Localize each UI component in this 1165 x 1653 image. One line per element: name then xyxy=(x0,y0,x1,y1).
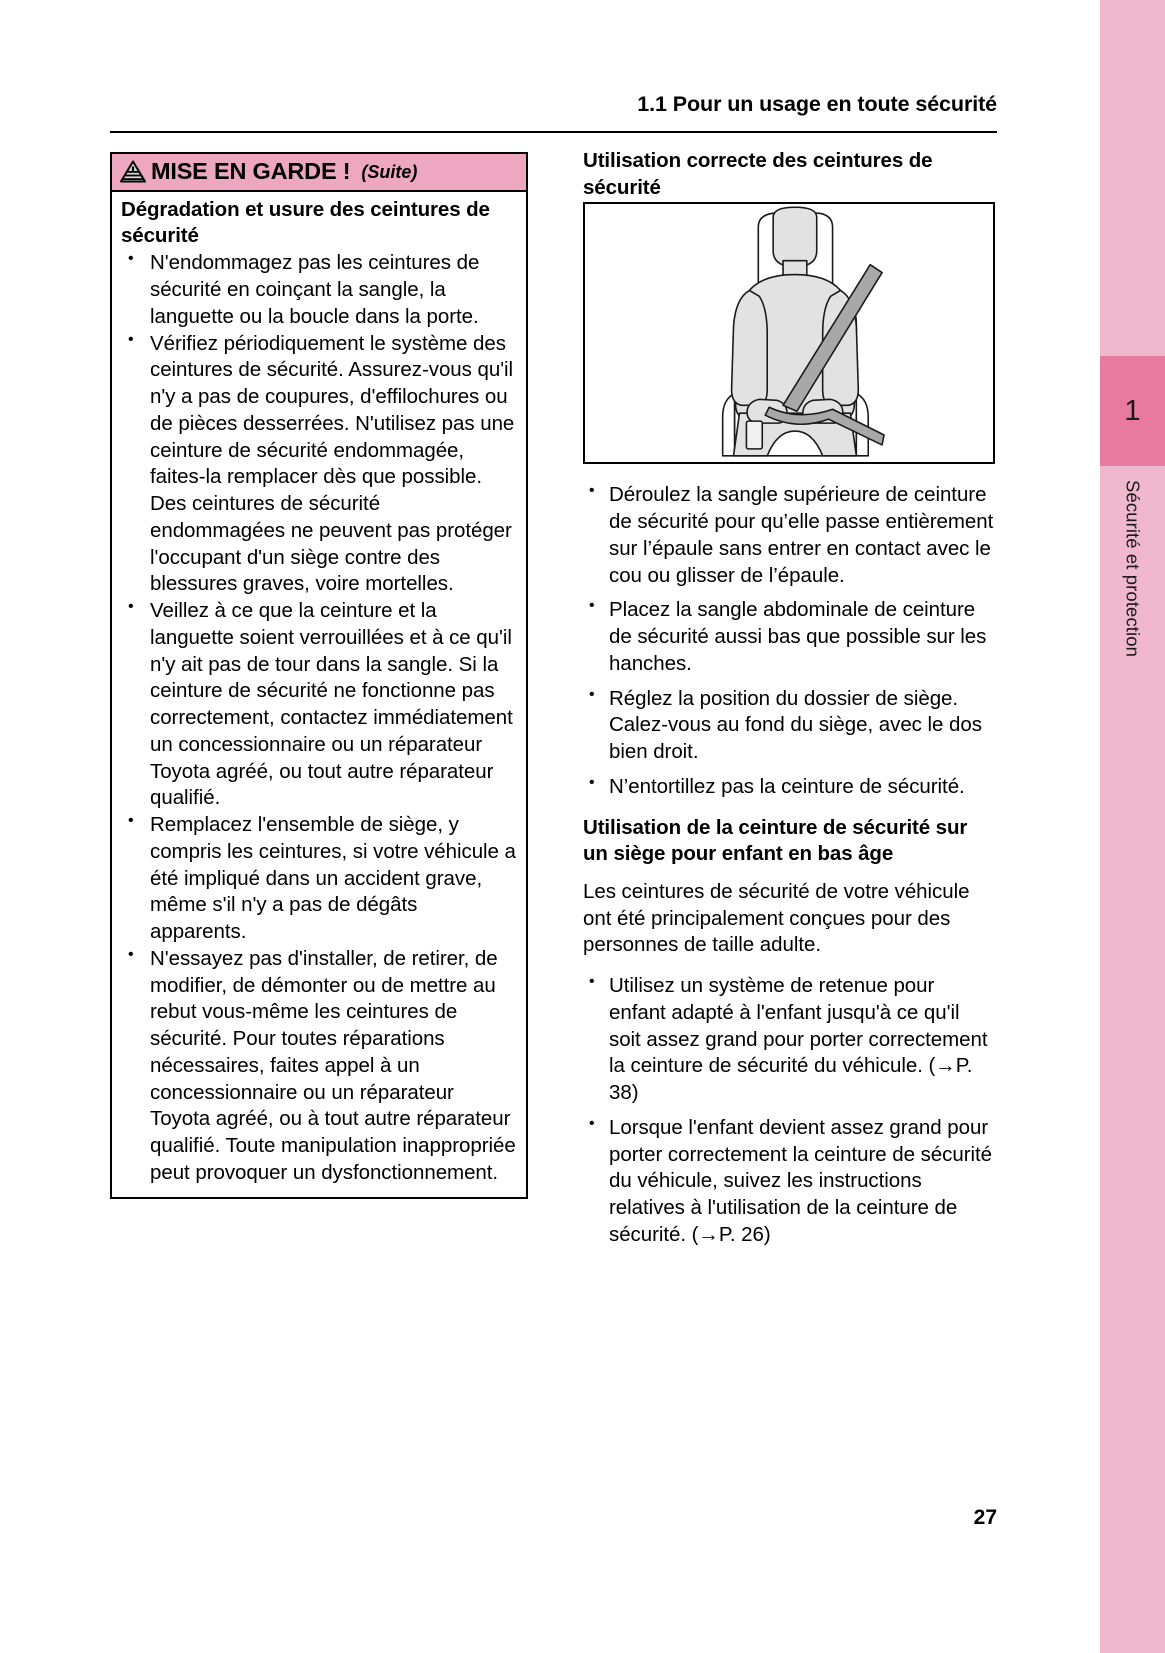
list-item: • Utilisez un système de retenue pour enfant adapté à l'enfant jusqu'à ce qu'il soit assez grand pour porter correctement la ceinture de sécurité du véhicule. (→P. 38) xyxy=(583,973,995,1107)
list-item: • Réglez la position du dossier de siège. Calez-vous au fond du siège, avec le dos bien droit. xyxy=(583,686,995,766)
warning-box xyxy=(110,152,528,1199)
warning-continued-label: (Suite) xyxy=(361,161,418,182)
list-item: • Remplacez l'ensemble de siège, y compris les ceintures, si votre véhicule a été impliqué dans un accident grave, même s'il n'y a pas de dégâts apparents. xyxy=(121,812,516,946)
chapter-label xyxy=(1100,480,1165,900)
list-item: • Veillez à ce que la ceinture et la languette soient verrouillées et à ce qu'il n'y ait pas de tour dans la sangle. Si la ceinture de sécurité ne fonctionne pas correctement, contactez immédiatement un concessionnaire ou un réparateur Toyota agréé, ou tout autre réparateur qualifié. xyxy=(121,598,516,812)
seatbelt-figure-drawing xyxy=(585,204,993,462)
list-item: • N'endommagez pas les ceintures de sécurité en coinçant la sangle, la languette ou la boucle dans la porte. xyxy=(121,250,516,330)
chapter-number-badge xyxy=(1100,356,1165,466)
child-seat-paragraph: Les ceintures de sécurité de votre véhicule ont été principalement conçues pour des personnes de taille adulte. xyxy=(583,879,970,957)
warning-triangle-icon xyxy=(120,160,146,183)
list-item: • Vérifiez périodiquement le système des ceintures de sécurité. Assurez-vous qu'il n'y a pas de coupures, d'effilochures ou de pièces desserrées. N'utilisez pas une ceinture de sécurité endommagée, faites-la remplacer dès que possible. Des ceintures de sécurité endommagées ne peuvent pas protéger l'occupant d'un siège contre des blessures graves, voire mortelles. xyxy=(121,331,516,599)
warning-subheading: Dégradation et usure des ceintures de sécurité xyxy=(121,198,490,248)
section-heading-child-seat: Utilisation de la ceinture de sécurité sur un siège pour enfant en bas âge xyxy=(583,815,968,866)
correct-use-bullet-list xyxy=(583,482,995,800)
page-number: 27 xyxy=(973,1506,997,1529)
list-item: • Lorsque l'enfant devient assez grand pour porter correctement la ceinture de sécurité du véhicule, suivez les instructions relatives à l'utilisation de la ceinture de sécurité. (→P. 26) xyxy=(583,1115,995,1249)
left-column xyxy=(110,152,528,1199)
right-column xyxy=(583,148,995,1249)
chapter-edge-tab xyxy=(1100,0,1165,1653)
warning-box-header xyxy=(112,154,526,192)
warning-title: MISE EN GARDE ! xyxy=(151,157,351,184)
child-seat-bullet-list xyxy=(583,973,995,1249)
section-heading-correct-use: Utilisation correcte des ceintures de sécurité xyxy=(583,149,933,199)
chapter-number-text: 1 xyxy=(1124,394,1141,427)
list-item: • Placez la sangle abdominale de ceinture de sécurité aussi bas que possible sur les hanches. xyxy=(583,597,995,677)
warning-bullet-list xyxy=(121,250,516,1186)
header-divider xyxy=(110,131,997,133)
list-item: • N’entortillez pas la ceinture de sécurité. xyxy=(583,774,995,801)
page-running-header: 1.1 Pour un usage en toute sécurité xyxy=(637,92,997,116)
warning-box-body xyxy=(112,192,526,1197)
seatbelt-correct-use-illustration xyxy=(583,202,995,464)
chapter-label-text: Sécurité et protection xyxy=(1122,480,1144,658)
list-item: • Déroulez la sangle supérieure de ceinture de sécurité pour qu’elle passe entièrement sur l’épaule sans entrer en contact avec le cou ou glisser de l’épaule. xyxy=(583,482,995,589)
list-item: • N'essayez pas d'installer, de retirer, de modifier, de démonter ou de mettre au rebut vous-même les ceintures de sécurité. Pour toutes réparations nécessaires, faites appel à un concessionnaire ou un réparateur Toyota agréé, ou à tout autre réparateur qualifié. Toute manipulation inappropriée peut provoquer un dysfonctionnement. xyxy=(121,946,516,1187)
